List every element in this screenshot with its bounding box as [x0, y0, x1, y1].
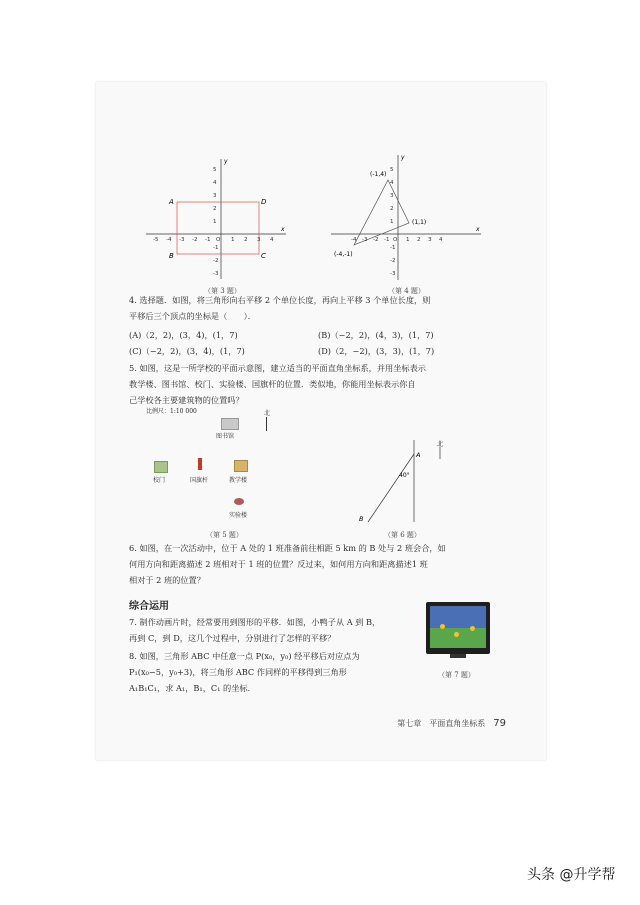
fig5-north-arrow-icon: [266, 417, 267, 431]
figure3.x_ticks-tick: -5: [153, 237, 159, 243]
figure4.x_ticks-tick: -4: [351, 237, 357, 243]
figure6-direction-diagram: [351, 437, 451, 527]
fig4-x-axis: x: [476, 226, 480, 233]
q8-line1: 8. 如图，三角形 ABC 中任意一点 P(x₀，y₀) 经平移后对应点为: [129, 651, 360, 661]
fig5-lab-label: 实验楼: [229, 512, 248, 519]
figure3.x_ticks-tick: 3: [257, 237, 261, 243]
figure3.y_ticks-tick: 1: [213, 219, 217, 225]
figure4.y_ticks-tick: 5: [390, 167, 394, 173]
figure4.y_ticks-tick: -3: [390, 271, 396, 277]
figure4.x_ticks-tick: O: [393, 237, 398, 243]
fig4-label-p1: (-1,4): [370, 171, 387, 178]
figure4.y_ticks-tick: 4: [390, 180, 394, 186]
question-7: [129, 614, 419, 646]
q4-line1: 4. 选择题．如图，将三角形向右平移 2 个单位长度，再向上平移 3 个单位长度，则: [129, 295, 431, 305]
figure6-caption: （第 6 题）: [384, 531, 421, 539]
figure4.x_ticks-tick: -1: [384, 237, 390, 243]
figure3-caption: （第 3 题）: [204, 287, 241, 295]
figure3.y_ticks-tick: -1: [213, 245, 219, 251]
fig3-y-axis: y: [224, 158, 228, 165]
figure3.x_ticks-tick: -3: [179, 237, 185, 243]
watermark: 头条 @升学帮: [527, 867, 616, 883]
question-8: [129, 648, 419, 696]
figure3.y_ticks-tick: 2: [213, 206, 217, 212]
q7-line2: 再到 C，到 D，这几个过程中，分别进行了怎样的平移？: [129, 633, 336, 643]
q5-line3: 己学校各主要建筑物的位置吗？: [129, 395, 244, 405]
q8-line2: P₁(x₀−5，y₀+3)，将三角形 ABC 作同样的平移得到三角形: [129, 667, 347, 677]
fig5-north-label: 北: [264, 410, 271, 417]
q4-option-c: (C)（−2，2)，(3，4)，(1，7): [129, 346, 245, 356]
q4-option-b: (B)（−2，2)，(4，3)，(1，7): [318, 330, 434, 340]
fig4-label-p3: (-4,-1): [334, 251, 353, 258]
figure3.x_ticks-tick: -1: [205, 237, 211, 243]
figure3.y_ticks-tick: 3: [213, 193, 217, 199]
animation-sky: [430, 606, 486, 628]
duck-icon: [440, 624, 445, 629]
fig3-label-C: C: [261, 252, 266, 260]
fig3-label-B: B: [169, 252, 174, 260]
figure4.y_ticks-tick: 1: [390, 219, 394, 225]
library-icon: [221, 418, 239, 430]
figure5-caption: （第 5 题）: [206, 531, 243, 539]
figure4-coordinate-plane: [326, 150, 486, 285]
figure4.y_ticks-tick: 2: [390, 206, 394, 212]
fig6-label-B: B: [359, 515, 364, 523]
figure3.y_ticks-tick: 4: [213, 180, 217, 186]
fig5-scale: 比例尺：1:10 000: [146, 408, 197, 415]
flagpole-icon: [198, 458, 202, 470]
question-4: [129, 292, 519, 324]
figure5-school-map: [146, 406, 296, 526]
fig3-x-axis: x: [281, 226, 285, 233]
q4-option-d: (D)（2，−2)，(3，3)，(1，7): [318, 346, 435, 356]
figure3.x_ticks-tick: O: [216, 237, 221, 243]
q7-line1: 7. 制作动画片时，经常要用到图形的平移．如图，小鸭子从 A 到 B，: [129, 617, 381, 627]
figure3.x_ticks-tick: -4: [166, 237, 172, 243]
figure3.y_ticks-tick: -3: [213, 271, 219, 277]
question-6: [129, 540, 519, 588]
fig5-teaching-label: 教学楼: [229, 477, 248, 484]
figure4.x_ticks-tick: 1: [406, 237, 410, 243]
section-title: 综合运用: [129, 601, 169, 612]
fig5-flagpole-label: 国旗杆: [190, 477, 209, 484]
figure4.x_ticks-tick: 3: [428, 237, 432, 243]
monitor-screen: [426, 602, 490, 654]
figure4.x_ticks-tick: 2: [417, 237, 421, 243]
fig4-y-axis: y: [401, 154, 405, 161]
figure3.x_ticks-tick: 4: [270, 237, 274, 243]
fig6-label-A: A: [416, 451, 421, 459]
q8-line3: A₁B₁C₁，求 A₁，B₁，C₁ 的坐标．: [129, 683, 256, 693]
duck-icon: [470, 626, 475, 631]
lab-building-icon: [234, 498, 244, 505]
gate-icon: [154, 461, 168, 473]
q5-line1: 5. 如图，这是一所学校的平面示意图，建立适当的平面直角坐标系，并用坐标表示: [129, 363, 426, 373]
page-footer: [397, 718, 506, 729]
textbook-page: [96, 82, 546, 760]
page-number: 79: [493, 718, 506, 729]
duck-icon: [454, 632, 459, 637]
figure4.x_ticks-tick: 4: [439, 237, 443, 243]
figure4.y_ticks-tick: 3: [390, 193, 394, 199]
fig4-label-p2: (1,1): [412, 219, 427, 226]
animation-ground: [430, 628, 486, 648]
fig5-gate-label: 校门: [153, 477, 166, 484]
figure3.y_ticks-tick: 5: [213, 167, 217, 173]
fig3-label-D: D: [261, 198, 267, 206]
figure7-caption: （第 7 题）: [438, 671, 475, 679]
figure3.x_ticks-tick: 1: [231, 237, 235, 243]
figure4-caption: （第 4 题）: [388, 287, 425, 295]
figure4.x_ticks-tick: -3: [362, 237, 368, 243]
fig6-angle-label: 40°: [399, 472, 410, 479]
q6-line3: 相对于 2 班的位置？: [129, 575, 205, 585]
chapter-title: 第七章 平面直角坐标系: [397, 719, 486, 728]
figure4.y_ticks-tick: -1: [390, 245, 396, 251]
q4-option-a: (A)（2，2)，(3，4)，(1，7): [129, 330, 238, 340]
q6-line2: 何用方向和距离描述 2 班相对于 1 班的位置？反过来，如何用方向和距离描述1 班: [129, 559, 428, 569]
figure7-monitor: [426, 602, 492, 666]
q6-line1: 6. 如图，在一次活动中，位于 A 处的 1 班准备前往相距 5 km 的 B 处与 2 班会合，如: [129, 543, 446, 553]
figure3-coordinate-plane: [141, 154, 291, 284]
fig6-north-label: 北: [437, 441, 444, 448]
q5-line2: 教学楼、图书馆、校门、实验楼、国旗杆的位置．类似地，你能用坐标表示你自: [129, 379, 416, 389]
question-5: [129, 360, 519, 408]
figure4.x_ticks-tick: -2: [373, 237, 379, 243]
figure4.y_ticks-tick: -2: [390, 258, 396, 264]
monitor-stand: [450, 654, 466, 658]
q4-line2: 平移后三个顶点的坐标是（ ）．: [129, 311, 256, 321]
figure3.x_ticks-tick: -2: [192, 237, 198, 243]
teaching-building-icon: [234, 460, 248, 472]
fig3-label-A: A: [169, 198, 174, 206]
figure3.y_ticks-tick: -2: [213, 258, 219, 264]
figure3.x_ticks-tick: 2: [244, 237, 248, 243]
fig5-library-label: 图书馆: [216, 433, 235, 440]
